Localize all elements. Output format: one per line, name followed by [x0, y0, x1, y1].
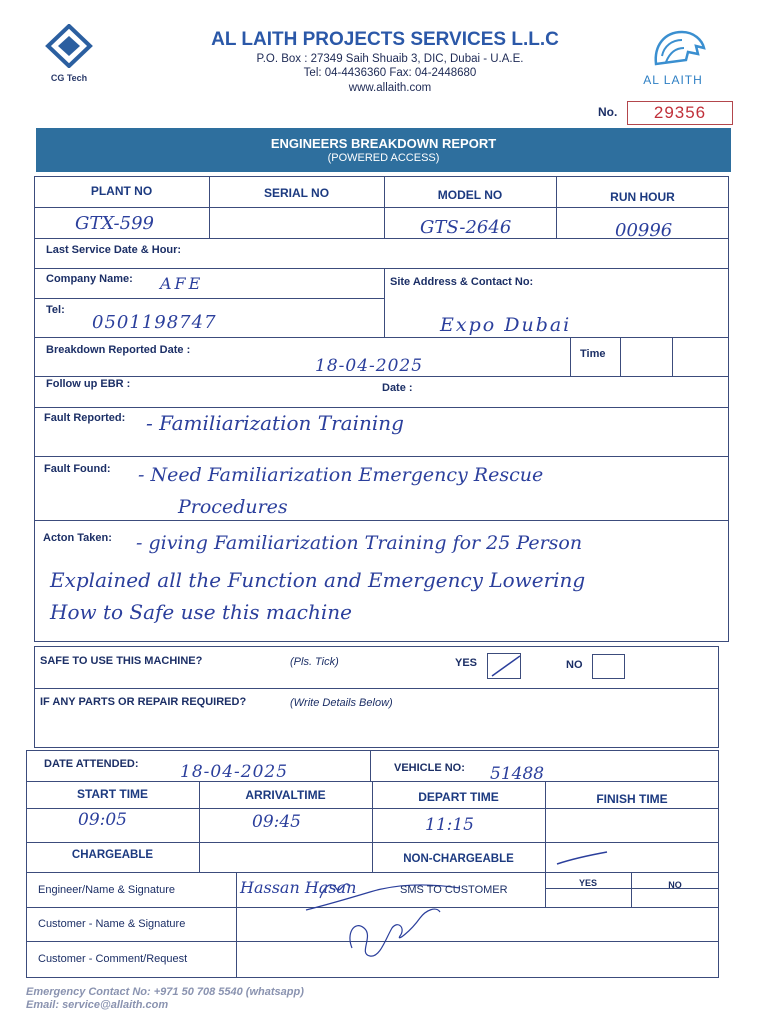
plant-no-value[interactable]: GTX-599 [75, 213, 154, 234]
sms-customer-label: SMS TO CUSTOMER [400, 884, 508, 896]
vehicle-no-label: VEHICLE NO: [394, 762, 465, 774]
depart-time-value[interactable]: 11:15 [425, 815, 474, 835]
start-time-value[interactable]: 09:05 [78, 810, 127, 830]
emergency-contact: Emergency Contact No: +971 50 708 5540 (whatsapp) [26, 986, 304, 998]
col-plant-no: PLANT NO [90, 184, 153, 198]
run-hour-value[interactable]: 00996 [615, 220, 673, 241]
tel-label: Tel: [46, 304, 65, 316]
no-checkbox[interactable] [592, 654, 625, 679]
company-name-label: Company Name: [46, 273, 133, 285]
finish-time-label: FINISH TIME [596, 792, 668, 806]
action-taken-label: Acton Taken: [43, 532, 112, 544]
report-banner [36, 128, 731, 172]
customer-comment-label: Customer - Comment/Request [38, 953, 188, 965]
vehicle-no-value[interactable]: 51488 [490, 764, 545, 784]
date-label: Date : [382, 382, 413, 394]
non-chargeable-label: NON-CHARGEABLE [403, 853, 514, 865]
fault-reported-value[interactable]: - Familiarization Training [146, 411, 404, 435]
fault-found-line-2[interactable]: Procedures [178, 496, 288, 518]
yes-checkbox[interactable] [487, 653, 521, 679]
chargeable-label: CHARGEABLE [71, 849, 154, 861]
al-laith-logo [630, 26, 716, 86]
arrival-time-value[interactable]: 09:45 [252, 812, 301, 832]
safe-to-use-label: SAFE TO USE THIS MACHINE? [40, 655, 203, 667]
col-model-no: MODEL NO [437, 188, 503, 202]
col-run-hour: RUN HOUR [610, 190, 675, 204]
customer-signature [340, 898, 450, 960]
report-subtitle: (POWERED ACCESS) [327, 152, 440, 164]
model-no-value[interactable]: GTS-2646 [420, 217, 512, 238]
tel-value[interactable]: 0501198747 [92, 312, 217, 333]
action-line-1[interactable]: - giving Familiarization Training for 25 Person [136, 532, 583, 554]
company-website: www.allaith.com [348, 82, 432, 94]
sms-yes-label: YES [578, 878, 597, 888]
depart-time-label: DEPART TIME [418, 790, 499, 804]
report-title: ENGINEERS BREAKDOWN REPORT [270, 136, 497, 151]
site-address-value[interactable]: Expo Dubai [440, 314, 572, 336]
non-chargeable-tick-icon [555, 848, 611, 868]
sms-no-label: NO [668, 880, 682, 890]
parts-required-label: IF ANY PARTS OR REPAIR REQUIRED? [40, 696, 247, 708]
company-name-value[interactable]: AFE [160, 274, 204, 293]
breakdown-date-value[interactable]: 18-04-2025 [315, 356, 424, 376]
follow-up-label: Follow up EBR : [46, 378, 131, 390]
breakdown-date-label: Breakdown Reported Date : [46, 344, 191, 356]
engineer-sig-label: Engineer/Name & Signature [38, 884, 175, 896]
service-email: Email: service@allaith.com [26, 999, 169, 1011]
customer-sig-label: Customer - Name & Signature [38, 918, 186, 930]
start-time-label: START TIME [76, 787, 149, 801]
last-service-label: Last Service Date & Hour: [46, 244, 182, 256]
company-name: AL LAITH PROJECTS SERVICES L.L.C [211, 29, 559, 50]
action-line-3[interactable]: How to Safe use this machine [50, 600, 352, 624]
cg-tech-label: CG Tech [50, 73, 88, 83]
company-phone: Tel: 04-4436360 Fax: 04-2448680 [303, 67, 477, 79]
report-no-box [627, 101, 733, 125]
report-no-value: 29356 [653, 103, 707, 122]
cg-tech-logo [44, 24, 94, 82]
pls-tick-label: (Pls. Tick) [290, 656, 339, 668]
checkmark-icon [488, 654, 520, 678]
fault-found-line-1[interactable]: - Need Familiarization Emergency Rescue [138, 464, 544, 486]
site-address-label: Site Address & Contact No: [390, 276, 534, 288]
col-serial-no: SERIAL NO [263, 186, 330, 200]
date-attended-label: DATE ATTENDED: [44, 758, 139, 770]
no-label: NO [566, 659, 583, 671]
write-details-label: (Write Details Below) [290, 697, 393, 709]
action-line-2[interactable]: Explained all the Function and Emergency Lowering [50, 568, 586, 592]
fault-found-label: Fault Found: [44, 463, 111, 475]
fault-reported-label: Fault Reported: [44, 412, 126, 424]
yes-label: YES [455, 657, 478, 669]
engineer-name-value[interactable]: Hassan Hasan [240, 878, 357, 897]
al-laith-label: AL LAITH [643, 73, 703, 87]
report-no-label: No. [598, 105, 618, 119]
arrival-time-label: ARRIVALTIME [245, 788, 326, 802]
time-label: Time [580, 348, 606, 360]
date-attended-value[interactable]: 18-04-2025 [180, 762, 289, 782]
company-address: P.O. Box : 27349 Saih Shuaib 3, DIC, Dubai - U.A.E. [256, 53, 524, 65]
